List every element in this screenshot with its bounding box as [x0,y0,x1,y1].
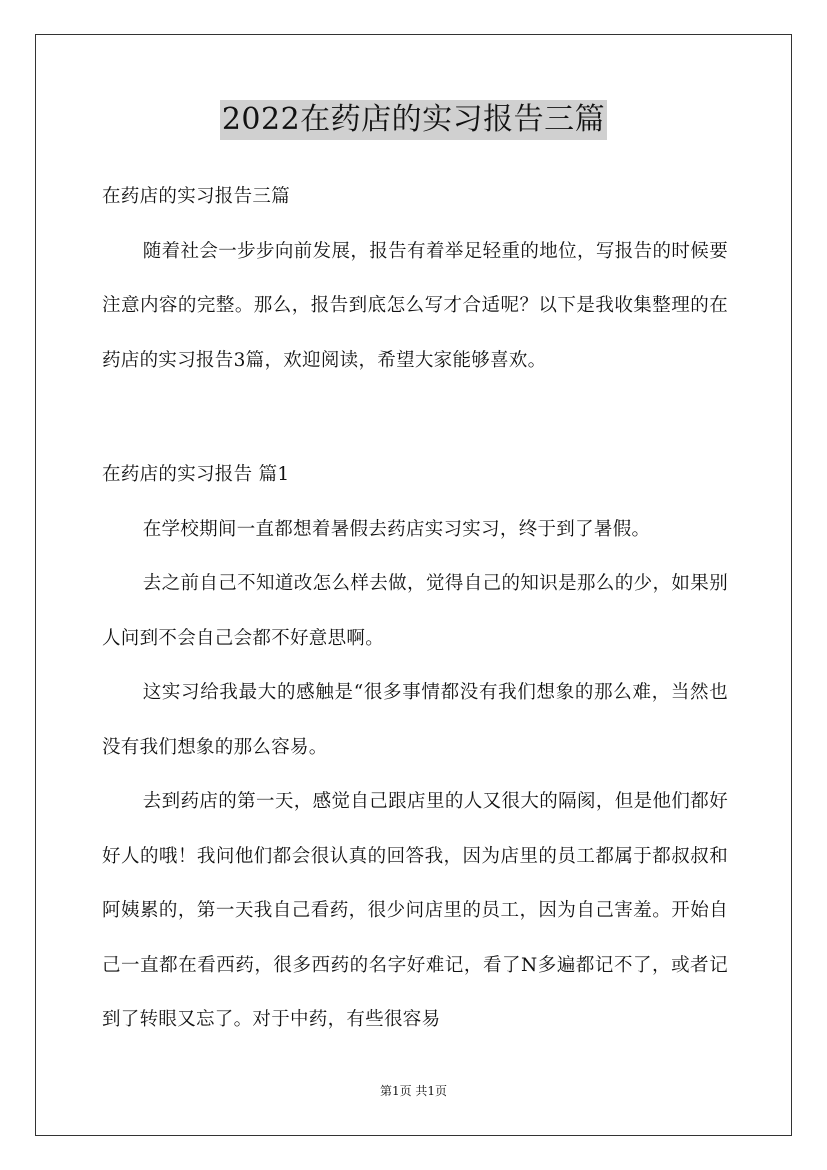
page-number: 第1页 共1页 [379,1084,448,1098]
document-title: 2022在药店的实习报告三篇 [220,100,607,140]
body-paragraph: 去之前自己不知道改怎么样去做，觉得自己的知识是那么的少，如果别人问到不会自己会都不好意思啊。 [102,573,728,649]
document-title-wrapper [0,100,827,140]
page-footer [0,1083,827,1099]
intro-paragraph: 随着社会一步步向前发展，报告有着举足轻重的地位，写报告的时候要注意内容的完整。那么，报告到底怎么写才合适呢？以下是我收集整理的在药店的实习报告3篇，欢迎阅读，希望大家能够喜欢。 [102,240,728,371]
body-paragraph: 去到药店的第一天，感觉自己跟店里的人又很大的隔阂，但是他们都好好人的哦！我问他们都会很认真的回答我，因为店里的员工都属于都叔叔和阿姨累的，第一天我自己看药，很少问店里的员工，因为自己害羞。开始自己一直都在看西药，很多西药的名字好难记，看了N多遍都记不了，或者记到了转眼又忘了。对于中药，有些很容易 [102,791,728,1030]
subtitle: 在药店的实习报告三篇 [102,186,291,207]
document-body [102,170,728,1048]
body-paragraph: 这实习给我最大的感触是“很多事情都没有我们想象的那么难，当然也没有我们想象的那么容易。 [102,682,728,758]
section-gap [102,388,728,448]
section-heading: 在药店的实习报告 篇1 [102,464,290,485]
body-paragraph: 在学校期间一直都想着暑假去药店实习实习，终于到了暑假。 [142,518,651,540]
